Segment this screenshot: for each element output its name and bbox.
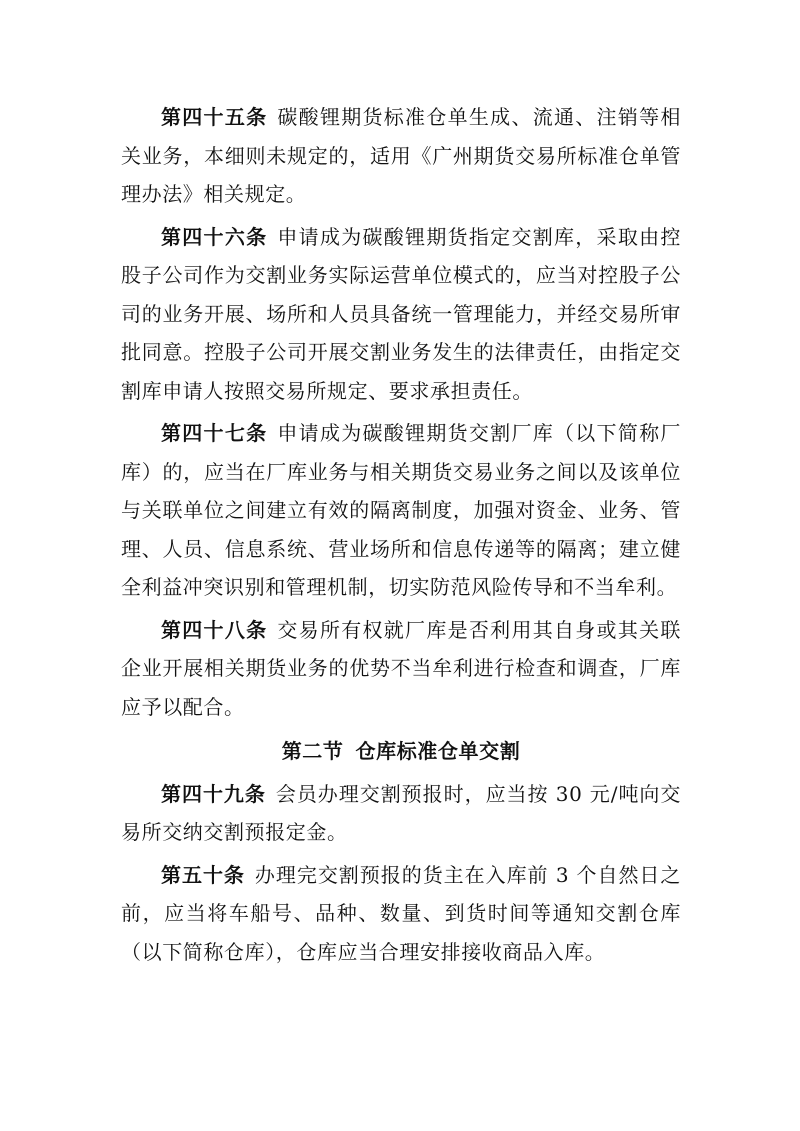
article-number: 第四十七条 <box>161 421 268 445</box>
section-heading <box>121 732 681 771</box>
article-46 <box>121 218 681 411</box>
article-number: 第四十六条 <box>161 224 268 249</box>
article-text: 会员办理交割预报时，应当按 30 元/吨向交易所交纳交割预报定金。 <box>121 781 681 844</box>
article-49 <box>121 775 681 852</box>
article-47 <box>121 414 681 607</box>
article-text: 申请成为碳酸锂期货交割厂库（以下简称厂库）的，应当在厂库业务与相关期货交易业务之间以及该单位与关联单位之间建立有效的隔离制度，加强对资金、业务、管理、人员、信息系统、营业场所和信息传递等的隔离；建立健全利益冲突识别和管理机制，切实防范风险传导和不当牟利。 <box>121 421 681 599</box>
article-text: 交易所有权就厂库是否利用其自身或其关联企业开展相关期货业务的优势不当牟利进行检查和调查，厂库应予以配合。 <box>121 617 681 719</box>
article-48 <box>121 611 681 727</box>
article-45 <box>121 98 681 214</box>
article-text: 碳酸锂期货标准仓单生成、流通、注销等相关业务，本细则未规定的，适用《广州期货交易所标准仓单管理办法》相关规定。 <box>121 105 681 206</box>
article-text: 申请成为碳酸锂期货指定交割库，采取由控股子公司作为交割业务实际运营单位模式的，应当对控股子公司的业务开展、场所和人员具备统一管理能力，并经交易所审批同意。控股子公司开展交割业务发生的法律责任，由指定交割库申请人按照交易所规定、要求承担责任。 <box>121 224 681 403</box>
article-number: 第五十条 <box>161 862 245 887</box>
article-50 <box>121 856 681 972</box>
section-number: 第二节 <box>281 739 344 763</box>
article-number: 第四十九条 <box>161 781 266 806</box>
section-title: 仓库标准仓单交割 <box>355 739 521 763</box>
article-number: 第四十八条 <box>161 617 268 642</box>
document-page <box>121 98 681 971</box>
article-text: 办理完交割预报的货主在入库前 3 个自然日之前，应当将车船号、品种、数量、到货时间等通知交割仓库（以下简称仓库），仓库应当合理安排接收商品入库。 <box>121 862 682 964</box>
article-number: 第四十五条 <box>161 105 268 129</box>
